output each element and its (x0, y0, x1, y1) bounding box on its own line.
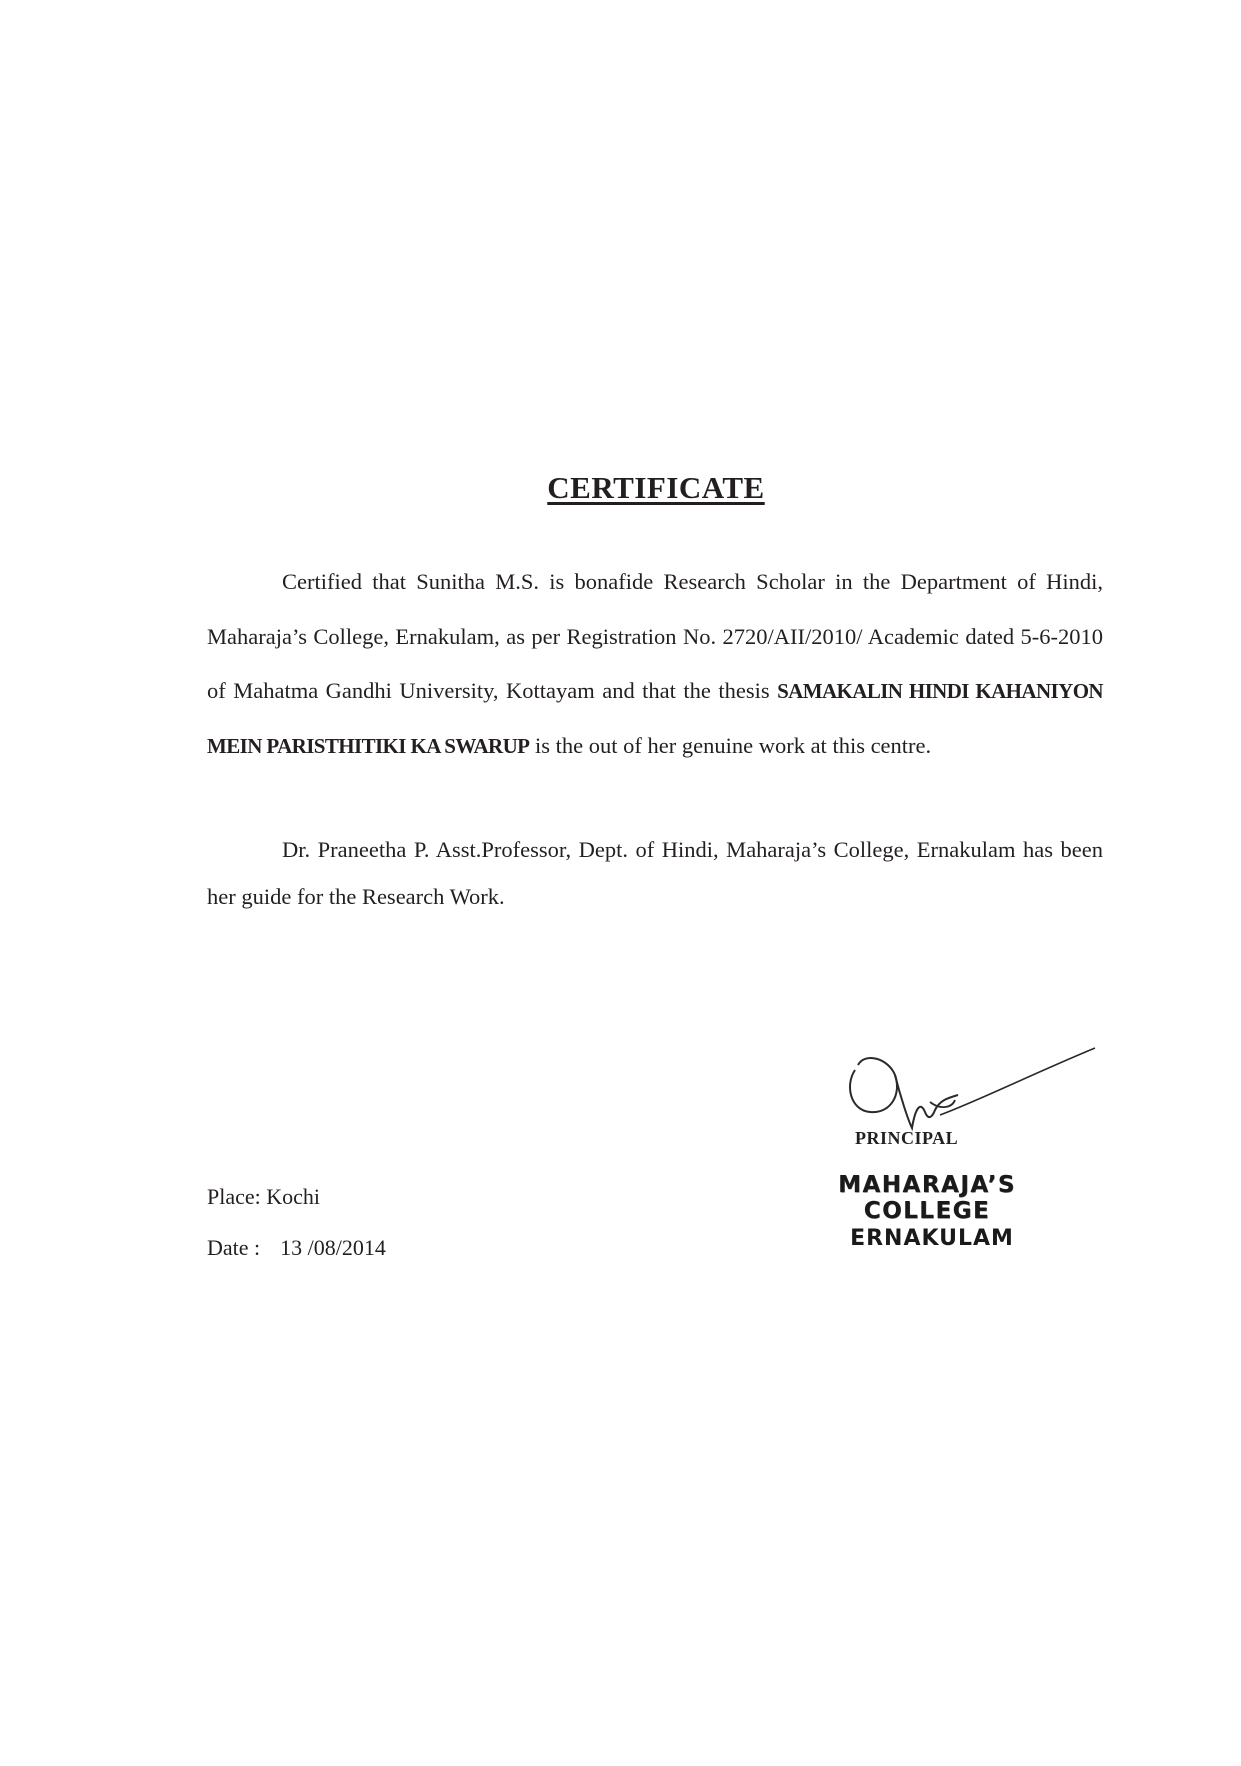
date-value: 13 /08/2014 (280, 1235, 386, 1260)
certification-text-end: is the out of her genuine work at this centre. (529, 732, 932, 758)
guide-paragraph (207, 826, 1103, 920)
thesis-title: SAMAKALIN HINDI KAHANIYON MEIN PARISTHITIKI KA SWARUP (207, 679, 1103, 758)
certification-text-start: Certified that Sunitha M.S. is bonafide Research Scholar in the Department of Hindi, Maharaja’s College, Ernakulam, as per Registration No. 2720/AII/2010/ Academic dated 5-6-2010 of Mahatma Gandhi University, Kottayam and that the thesis (207, 569, 1103, 703)
date-label: Date : (207, 1235, 261, 1260)
place-line (207, 1184, 320, 1210)
signatory-designation: PRINCIPAL (855, 1128, 959, 1148)
stamp-city: ERNAKULAM (850, 1226, 1014, 1251)
page-title: CERTIFICATE (547, 470, 765, 505)
place-value: Kochi (266, 1184, 321, 1209)
date-line (207, 1235, 386, 1261)
place-label: Place: (207, 1184, 261, 1209)
college-stamp (782, 1172, 1072, 1251)
guide-text: Dr. Praneetha P. Asst.Professor, Dept. of Hindi, Maharaja’s College, Ernakulam has been her guide for the Research Work. (207, 837, 1103, 909)
certification-paragraph (207, 555, 1103, 773)
stamp-college-name: MAHARAJA’S COLLEGE (838, 1172, 1016, 1224)
